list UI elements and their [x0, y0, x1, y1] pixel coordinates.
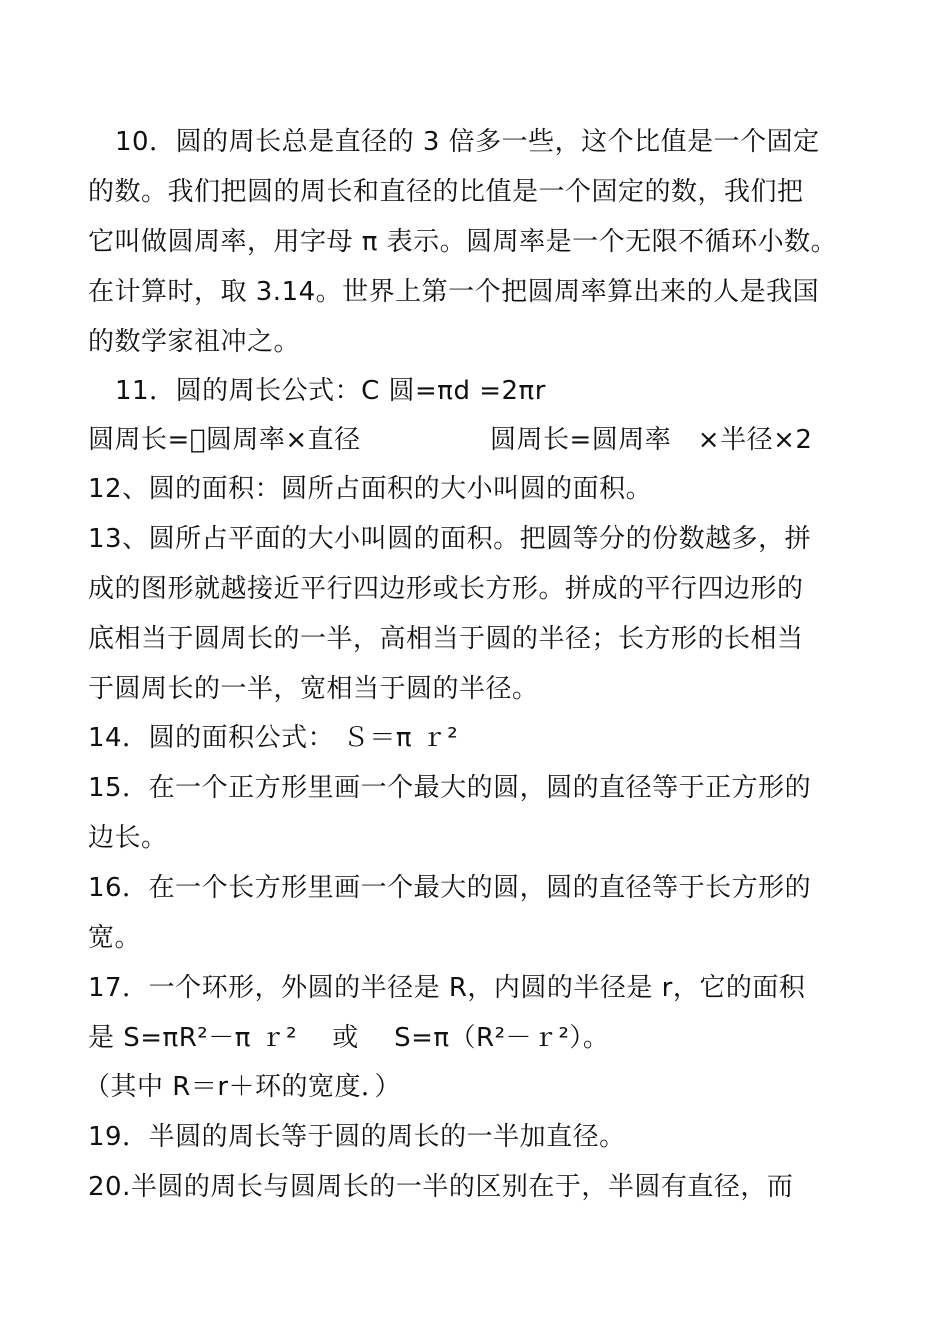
paragraph-10-line-2: 的数。我们把圆的周长和直径的比值是一个固定的数，我们把 — [88, 177, 804, 207]
paragraph-19: 19．半圆的周长等于圆的周长的一半加直径。 — [88, 1122, 626, 1152]
paragraph-11: 11．圆的周长公式：C 圆=πd =2πr — [115, 376, 546, 406]
paragraph-13-line-3: 底相当于圆周长的一半，高相当于圆的半径；长方形的长相当 — [88, 624, 804, 654]
paragraph-12: 12、圆的面积：圆所占面积的大小叫圆的面积。 — [88, 474, 653, 504]
paragraph-10-line-1: 10．圆的周长总是直径的 3 倍多一些，这个比值是一个固定 — [115, 127, 820, 157]
paragraph-17-note: （其中 R＝r＋环的宽度．） — [84, 1072, 402, 1102]
paragraph-17-line-2: 是 S=πR²－π ｒ² 或 S=π（R²－ｒ²）。 — [88, 1023, 610, 1053]
paragraph-15-line-1: 15．在一个正方形里画一个最大的圆，圆的直径等于正方形的 — [88, 773, 812, 803]
paragraph-20-line-1: 20.半圆的周长与圆周长的一半的区别在于，半圆有直径，而 — [88, 1172, 794, 1202]
paragraph-10-line-5: 的数学家祖冲之。 — [88, 327, 301, 357]
paragraph-13-line-1: 13、圆所占平面的大小叫圆的面积。把圆等分的份数越多，拼 — [88, 524, 812, 554]
paragraph-14: 14．圆的面积公式： Ｓ＝π ｒ² — [88, 723, 459, 753]
paragraph-17-line-1: 17．一个环形，外圆的半径是 R，内圆的半径是 r，它的面积 — [88, 973, 806, 1003]
paragraph-16-line-2: 宽。 — [88, 923, 142, 953]
paragraph-10-line-3: 它叫做圆周率，用字母 π 表示。圆周率是一个无限不循环小数。 — [88, 227, 838, 257]
paragraph-10-line-4: 在计算时，取 3.14。世界上第一个把圆周率算出来的人是我国 — [88, 277, 820, 307]
paragraph-16-line-1: 16．在一个长方形里画一个最大的圆，圆的直径等于长方形的 — [88, 873, 812, 903]
circumference-formula-radius: 圆周长=圆周率 ×半径×2 — [490, 425, 813, 455]
paragraph-13-line-2: 成的图形就越接近平行四边形或长方形。拼成的平行四边形的 — [88, 574, 804, 604]
paragraph-15-line-2: 边长。 — [88, 823, 168, 853]
paragraph-13-line-4: 于圆周长的一半，宽相当于圆的半径。 — [88, 674, 539, 704]
circumference-formula-diameter: 圆周长= 圆周率×直径 — [88, 425, 361, 455]
